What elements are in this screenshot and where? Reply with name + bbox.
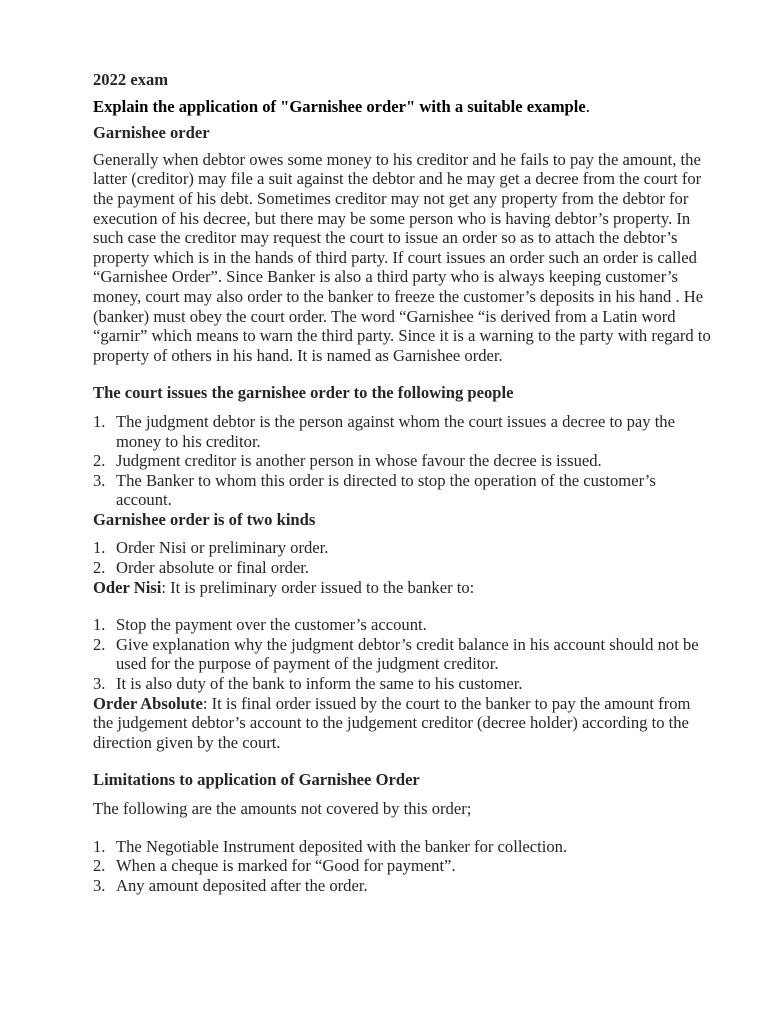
list-text: Give explanation why the judgment debtor’s credit balance in his account should not be used for the purpose of payment of the judgment creditor. — [116, 634, 699, 674]
exam-label: 2022 exam — [93, 70, 169, 89]
list-text: Any amount deposited after the order. — [116, 875, 368, 895]
people-heading: The court issues the garnishee order to the following people — [93, 383, 514, 403]
list-number: 2. — [93, 856, 106, 876]
list-item — [93, 615, 711, 635]
nisi-text: : It is preliminary order issued to the banker to: — [161, 577, 475, 597]
list-number: 1. — [93, 538, 106, 558]
list-item — [93, 558, 711, 578]
list-item — [93, 412, 711, 451]
list-number: 2. — [93, 558, 106, 578]
list-item — [93, 471, 711, 510]
list-item — [93, 856, 711, 876]
list-item — [93, 538, 711, 558]
list-item — [93, 451, 711, 471]
list-item — [93, 635, 711, 674]
absolute-term: Order Absolute — [93, 693, 203, 713]
list-number: 2. — [93, 451, 106, 471]
list-number: 3. — [93, 674, 106, 694]
list-number: 3. — [93, 470, 106, 490]
absolute-text: : It is final order issued by the court to the banker to pay the amount from the judgement debtor’s account to the judgement creditor (decree holder) according to the direction given by the court. — [93, 693, 691, 752]
absolute-definition — [93, 694, 711, 753]
list-text: The Negotiable Instrument deposited with the banker for collection. — [116, 836, 568, 856]
list-item — [93, 674, 711, 694]
list-number: 3. — [93, 875, 106, 895]
question — [93, 97, 711, 117]
nisi-definition — [93, 578, 711, 598]
list-text: Judgment creditor is another person in whose favour the decree is issued. — [116, 451, 602, 471]
list-text: It is also duty of the bank to inform the same to his customer. — [116, 674, 523, 694]
list-number: 1. — [93, 615, 106, 635]
limits-intro: The following are the amounts not covered by this order; — [93, 799, 472, 818]
kinds-heading: Garnishee order is of two kinds — [93, 509, 316, 529]
list-text: Order Nisi or preliminary order. — [116, 538, 329, 558]
intro-paragraph: Generally when debtor owes some money to his creditor and he fails to pay the amount, the latter (creditor) may file a suit against the debtor and he may get a decree from the court for the payment of his debt. Sometimes creditor may not get any property from the debtor for execution of his decree, but there may be some person who is having debtor’s property. In such case the creditor may request the court to issue an order so as to attach the debtor’s property which is in the hands of third party. If court issues an order such an order is called “Garnishee Order”. Since Banker is also a third party who is always keeping customer’s money, court may also order to the banker to freeze the customer’s deposits in his hand . He (banker) must obey the court order. The word “Garnishee “is derived from a Latin word “garnir” which means to warn the third party. Since it is a warning to the party with regard to property of others in his hand. It is named as Garnishee order. — [93, 149, 711, 365]
list-item — [93, 876, 711, 896]
list-text: The Banker to whom this order is directed to stop the operation of the customer’s account. — [116, 470, 656, 510]
list-text: When a cheque is marked for “Good for payment”. — [116, 856, 456, 876]
question-period: . — [585, 96, 590, 116]
list-text: The judgment debtor is the person against whom the court issues a decree to pay the money to his creditor. — [116, 411, 675, 451]
limits-list — [93, 837, 711, 896]
list-text: Stop the payment over the customer’s account. — [116, 615, 427, 635]
list-number: 1. — [93, 836, 106, 856]
list-item — [93, 837, 711, 857]
nisi-list — [93, 615, 711, 693]
kinds-list — [93, 538, 711, 577]
document-page — [93, 70, 711, 895]
list-text: Order absolute or final order. — [116, 558, 310, 578]
list-number: 2. — [93, 634, 106, 654]
limits-heading: Limitations to application of Garnishee Order — [93, 770, 420, 790]
nisi-term: Oder Nisi — [93, 577, 162, 597]
section-title: Garnishee order — [93, 123, 210, 143]
list-number: 1. — [93, 411, 106, 431]
question-text: Explain the application of "Garnishee order" with a suitable example — [93, 96, 586, 116]
people-list — [93, 412, 711, 510]
